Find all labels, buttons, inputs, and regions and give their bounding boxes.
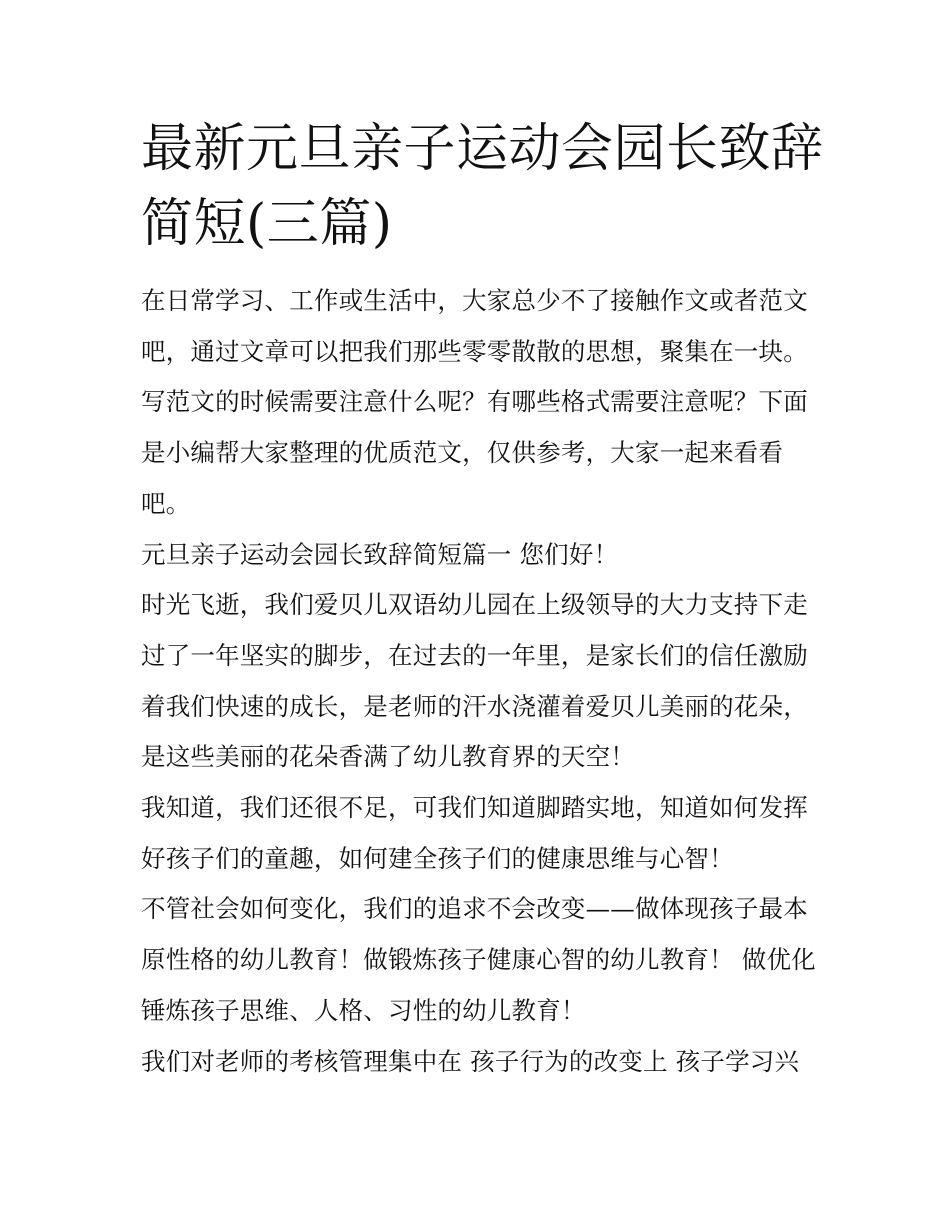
paragraph-section-heading: 元旦亲子运动会园长致辞简短篇一 您们好！: [141, 539, 619, 569]
paragraph: 我们对老师的考核管理集中在 孩子行为的改变上 孩子学习兴: [141, 1046, 800, 1076]
paragraph: 我知道，我们还很不足，可我们知道脚踏实地，知道如何发挥好孩子们的童趣，如何建全孩子们的健康思维与心智！: [141, 793, 808, 873]
paragraph-intro: 在日常学习、工作或生活中，大家总少不了接触作文或者范文吧，通过文章可以把我们那些零零散散的思想，聚集在一块。写范文的时候需要注意什么呢？有哪些格式需要注意呢？下面是小编帮大家整理的优质范文，仅供参考，大家一起来看看吧。: [141, 286, 808, 518]
document-body: [141, 276, 831, 1087]
paragraph: 时光飞逝，我们爱贝儿双语幼儿园在上级领导的大力支持下走过了一年坚实的脚步，在过去的一年里，是家长们的信任激励着我们快速的成长，是老师的汗水浇灌着爱贝儿美丽的花朵，是这些美丽的花朵香满了幼儿教育界的天空！: [141, 590, 808, 772]
document-content: [141, 112, 831, 1087]
document-title: [141, 112, 831, 262]
paragraph: 不管社会如何变化，我们的追求不会改变——做体现孩子最本原性格的幼儿教育！做锻炼孩子健康心智的幼儿教育！ 做优化锤炼孩子思维、人格、习性的幼儿教育！: [141, 894, 816, 1025]
title-line-1: 最新元旦亲子运动会园长致辞: [141, 119, 824, 179]
title-line-2: 简短(三篇): [141, 194, 393, 254]
